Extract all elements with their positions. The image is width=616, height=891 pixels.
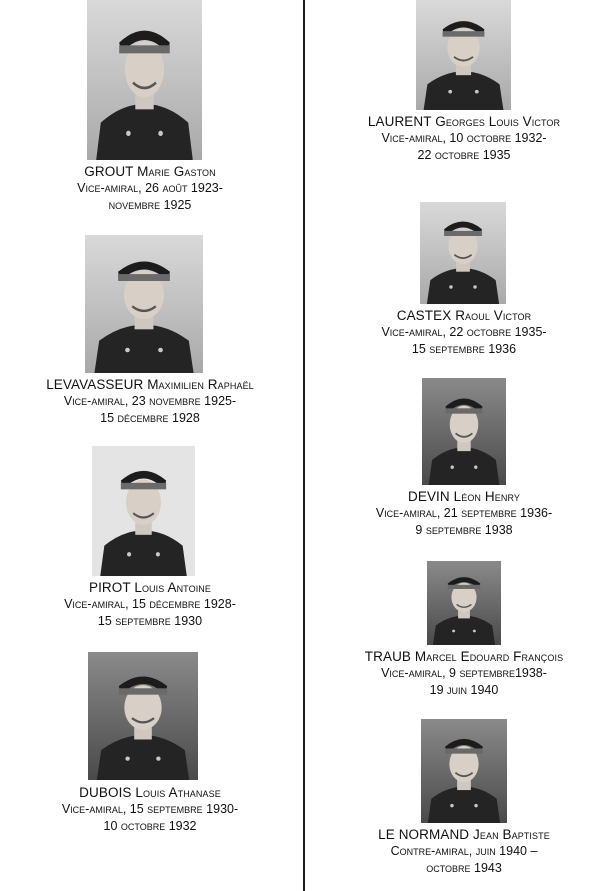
- rank-dates: Vice-amiral, 15 décembre 1928-: [64, 597, 236, 611]
- portrait-photo: [427, 561, 501, 645]
- admiral-name: DEVIN Léon Henry: [408, 489, 520, 504]
- rank-dates: Vice-amiral, 9 septembre1938-: [381, 666, 547, 680]
- end-date: 9 septembre 1938: [415, 523, 513, 537]
- end-date: 22 octobre 1935: [417, 148, 511, 162]
- admiral-name: CASTEX Raoul Victor: [396, 308, 532, 323]
- admiral-entry: [312, 719, 616, 889]
- admiral-name: DUBOIS Louis Athanase: [79, 785, 221, 800]
- admiral-entry: [312, 0, 616, 170]
- column-divider: [303, 0, 305, 891]
- rank-dates: Vice-amiral, 21 septembre 1936-: [375, 506, 553, 520]
- admiral-name: PIROT Louis Antoine: [88, 580, 212, 595]
- admiral-name: GROUT Marie Gaston: [84, 164, 216, 179]
- admiral-entry: [0, 0, 300, 220]
- end-date: 10 octobre 1932: [103, 819, 197, 833]
- portrait-photo: [87, 0, 202, 160]
- end-date: novembre 1925: [108, 198, 192, 212]
- rank-dates: Vice-amiral, 10 octobre 1932-: [381, 131, 547, 145]
- portrait-photo: [92, 446, 195, 576]
- end-date: 15 septembre 1936: [411, 342, 517, 356]
- end-date: 15 décembre 1928: [100, 411, 200, 425]
- admiral-name: TRAUB Marcel Edouard François: [364, 649, 564, 664]
- portrait-photo: [416, 0, 511, 110]
- end-date: 19 juin 1940: [429, 683, 499, 697]
- admiral-entry: [312, 561, 616, 706]
- rank-dates: Vice-amiral, 23 novembre 1925-: [63, 394, 237, 408]
- portrait-photo: [88, 652, 198, 780]
- admiral-name: LEVAVASSEUR Maximilien Raphaël: [46, 377, 254, 392]
- rank-dates: Vice-amiral, 15 septembre 1930-: [61, 802, 239, 816]
- admiral-entry: [0, 235, 300, 435]
- admiral-entry: [0, 652, 300, 842]
- admiral-entry: [0, 446, 300, 636]
- admiral-name: LE NORMAND Jean Baptiste: [378, 827, 550, 842]
- admiral-entry: [312, 202, 616, 367]
- portrait-photo: [420, 202, 506, 304]
- admiral-entry: [312, 378, 616, 548]
- rank-dates: Contre-amiral, juin 1940 –: [390, 844, 538, 858]
- portrait-photo: [421, 719, 507, 823]
- rank-dates: Vice-amiral, 22 octobre 1935-: [381, 325, 547, 339]
- end-date: octobre 1943: [426, 861, 502, 875]
- end-date: 15 septembre 1930: [97, 614, 203, 628]
- rank-dates: Vice-amiral, 26 août 1923-: [77, 181, 223, 195]
- portrait-photo: [85, 235, 203, 373]
- admiral-name: LAURENT Georges Louis Victor: [367, 114, 561, 129]
- portrait-photo: [422, 378, 506, 485]
